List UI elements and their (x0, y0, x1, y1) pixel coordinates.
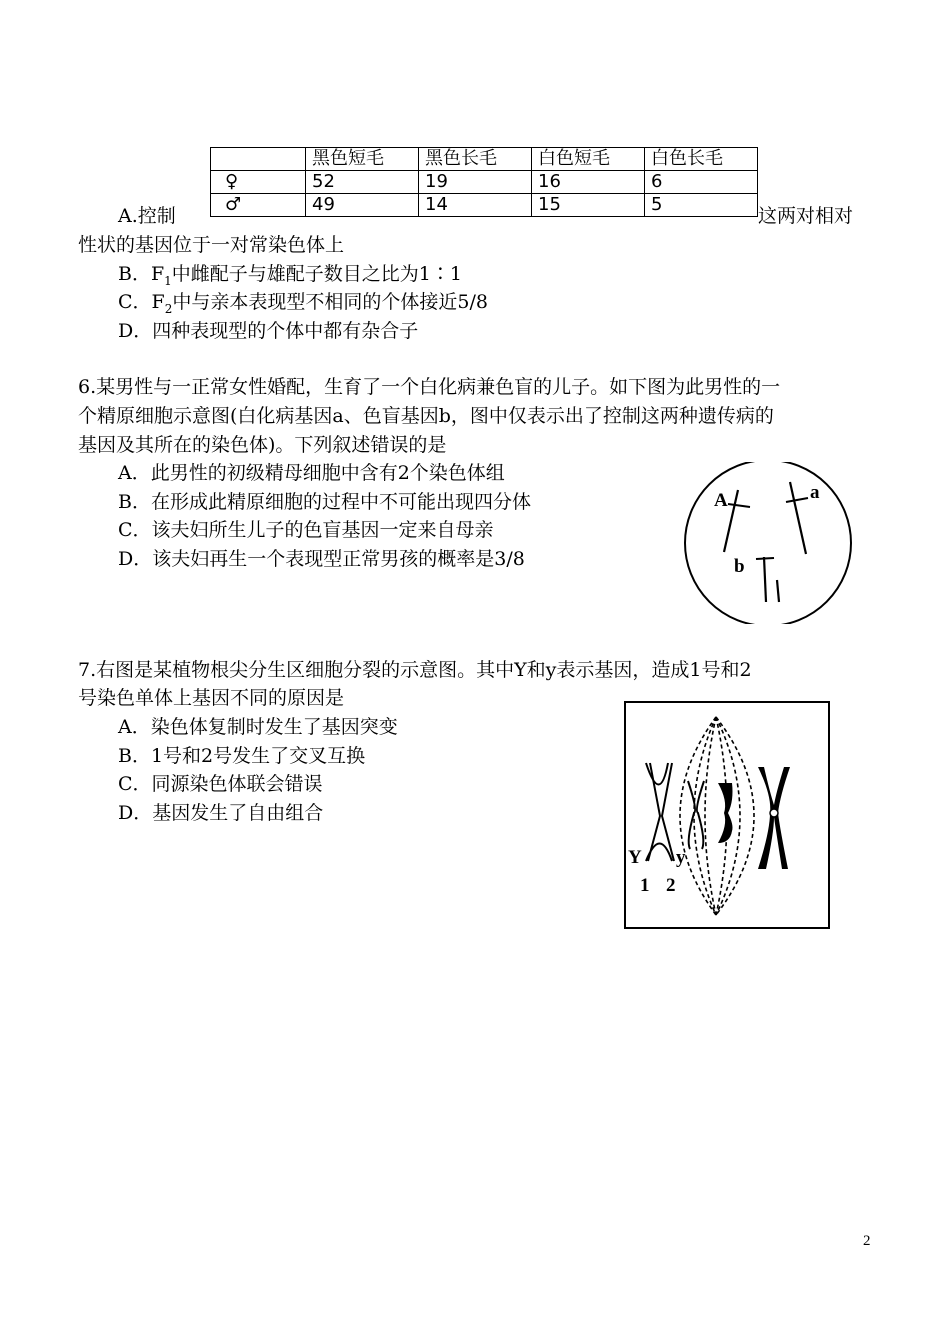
male-symbol: ♂ (211, 194, 306, 217)
q6-option-c: C．该夫妇所生儿子的色盲基因一定来自母亲 (118, 519, 494, 541)
q5-option-d: D．四种表现型的个体中都有杂合子 (118, 320, 419, 342)
table-header-cell: 黑色短毛 (306, 148, 419, 171)
gene-marker-a (786, 498, 808, 502)
q7-option-d: D．基因发生了自由组合 (118, 802, 324, 824)
gene-label-A: A (714, 490, 728, 511)
table-cell: 16 (532, 171, 645, 194)
gene-label-Y: Y (628, 847, 642, 868)
table-cell: 15 (532, 194, 645, 217)
q7-option-c: C．同源染色体联会错误 (118, 773, 323, 795)
gene-label-y: y (676, 847, 686, 868)
chromosome-Y (777, 580, 779, 602)
q5-option-a-prefix: A.控制 (118, 205, 176, 227)
q7-option-a: A．染色体复制时发生了基因突变 (118, 716, 398, 738)
chromatid-label-2: 2 (666, 875, 676, 896)
q6-stem-line2: 个精原细胞示意图(白化病基因a、色盲基因b，图中仅表示出了控制这两种遗传病的 (78, 405, 774, 427)
chromosome-X (764, 557, 766, 602)
table-cell: 49 (306, 194, 419, 217)
q7-stem-line2: 号染色单体上基因不同的原因是 (78, 687, 345, 709)
q5-option-a-cont: 性状的基因位于一对常染色体上 (78, 234, 345, 256)
table-row (211, 171, 758, 194)
q7-stem-line1: 7.右图是某植物根尖分生区细胞分裂的示意图。其中Y和y表示基因，造成1号和2 (78, 659, 752, 681)
gene-marker-A (728, 504, 750, 507)
q5-option-a-suffix: 这两对相对 (758, 205, 854, 227)
q6-option-b: B．在形成此精原细胞的过程中不可能出现四分体 (118, 491, 531, 513)
q7-option-b: B．1号和2号发生了交叉互换 (118, 745, 366, 767)
q6-stem-line1: 6.某男性与一正常女性婚配，生育了一个白化病兼色盲的儿子。如下图为此男性的一 (78, 376, 781, 398)
table-row (211, 194, 758, 217)
female-symbol: ♀ (211, 171, 306, 194)
page-number: 2 (863, 1233, 871, 1249)
table-header-cell: 白色长毛 (645, 148, 758, 171)
table-cell: 5 (645, 194, 758, 217)
centromere (770, 809, 778, 817)
gene-label-b: b (734, 556, 745, 577)
gene-label-a: a (810, 482, 820, 503)
table-cell: 52 (306, 171, 419, 194)
table-header-cell: 白色短毛 (532, 148, 645, 171)
chromatid-label-1: 1 (640, 875, 650, 896)
table-header-cell (211, 148, 306, 171)
q5-option-c: C．$F_2$中与亲本表现型不相同的个体接近5/8 (118, 291, 488, 316)
cell-membrane (685, 462, 851, 624)
phenotype-table (210, 147, 758, 217)
table-header-cell: 黑色长毛 (419, 148, 532, 171)
q6-stem-line3: 基因及其所在的染色体)。下列叙述错误的是 (78, 434, 447, 456)
q5-option-b: B．$F_1$中雌配子与雄配子数目之比为1∶1 (118, 263, 462, 288)
table-cell: 6 (645, 171, 758, 194)
gene-marker-b (756, 558, 774, 559)
cell-division-figure (624, 701, 830, 929)
table-cell: 14 (419, 194, 532, 217)
chromosome-a (790, 482, 806, 554)
spermatogonium-figure (680, 462, 856, 624)
table-header-row (211, 148, 758, 171)
q6-option-a: A．此男性的初级精母细胞中含有2个染色体组 (118, 462, 505, 484)
q6-option-d: D．该夫妇再生一个表现型正常男孩的概率是3/8 (118, 548, 525, 570)
table-cell: 19 (419, 171, 532, 194)
